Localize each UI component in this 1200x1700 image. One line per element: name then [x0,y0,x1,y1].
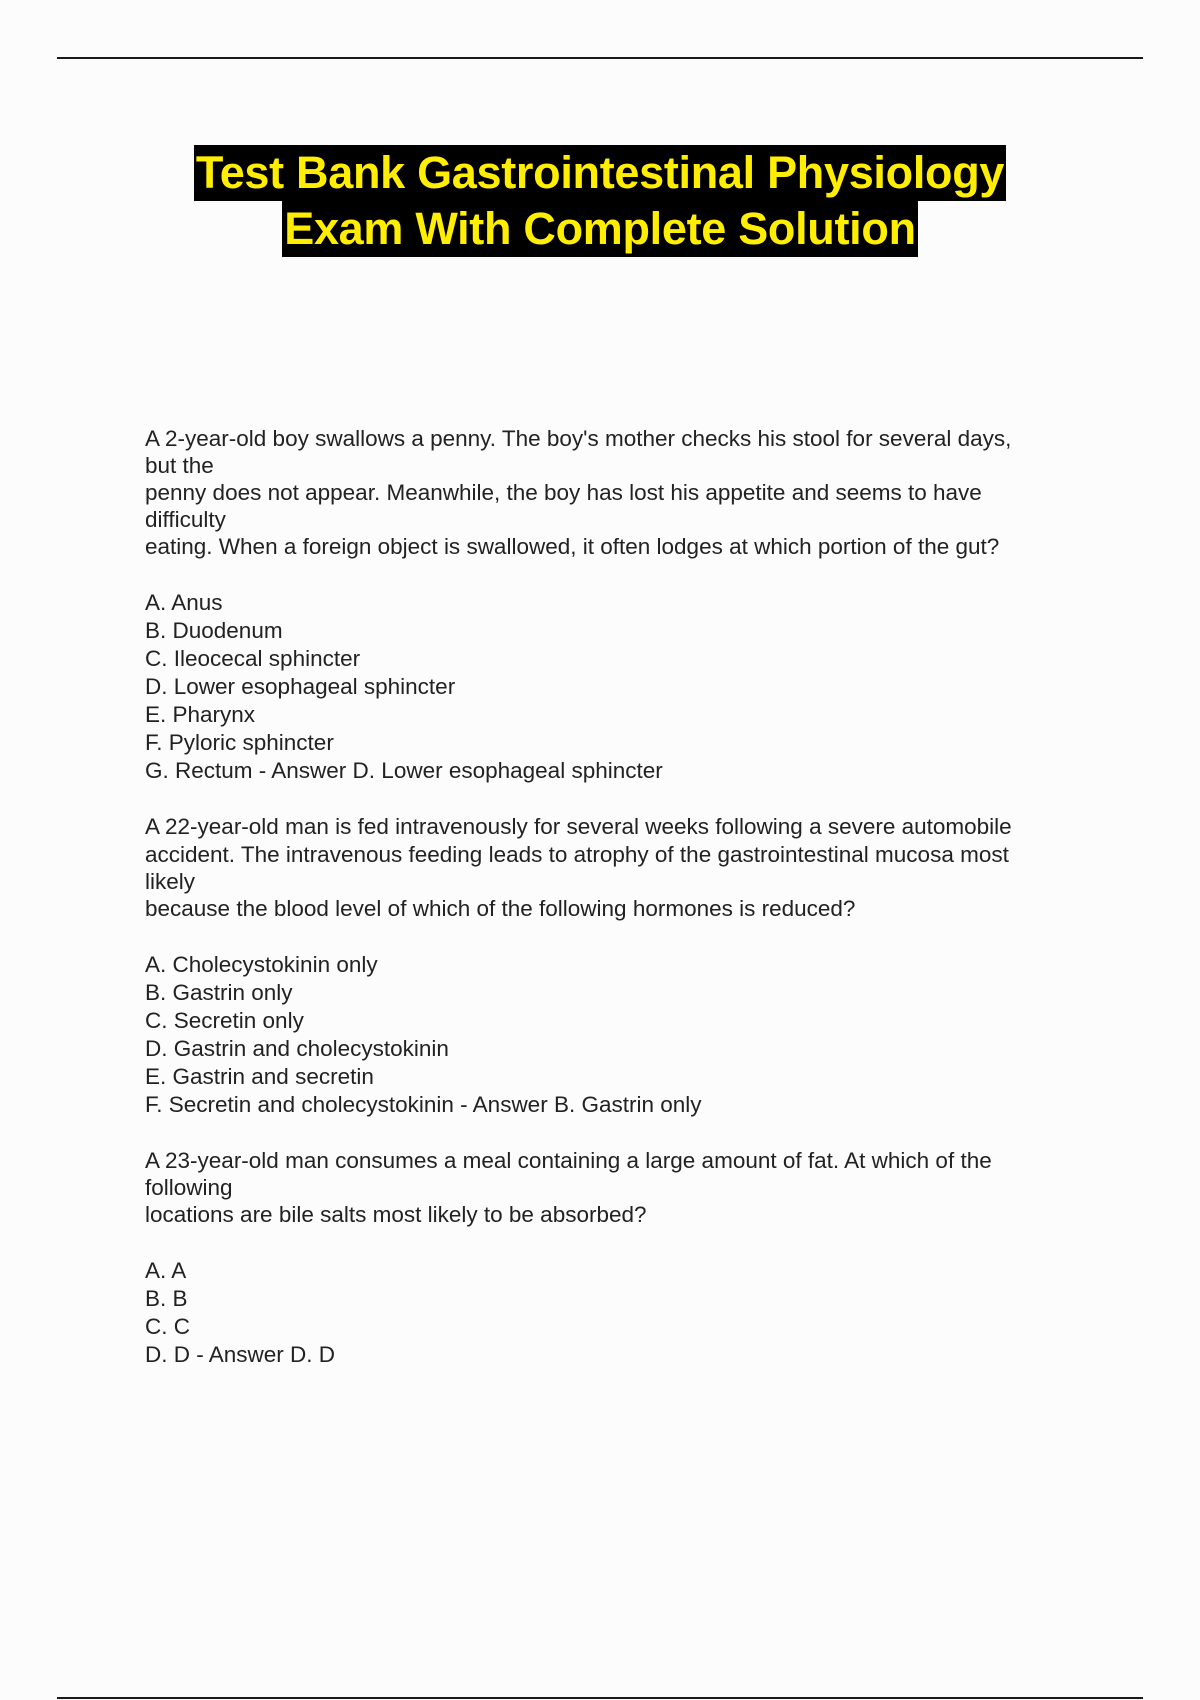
question-text-line: following [145,1175,233,1200]
answer-option: B. Gastrin only [145,980,293,1005]
question-3 [145,1147,1095,1369]
answer-option: C. C [145,1314,190,1339]
answer-option: D. Lower esophageal sphincter [145,674,456,699]
answer-option: B. B [145,1286,188,1311]
answer-option: E. Gastrin and secretin [145,1064,374,1089]
footer-rule [57,1697,1143,1699]
title-line-2: Exam With Complete Solution [282,201,918,257]
question-list [145,425,1095,1369]
header-rule [57,57,1143,59]
answer-option: D. Gastrin and cholecystokinin [145,1036,449,1061]
question-text-line: A 23-year-old man consumes a meal containing a large amount of fat. At which of the [145,1148,992,1173]
question-1 [145,425,1095,785]
document-title [0,145,1200,257]
answer-option-with-answer: F. Secretin and cholecystokinin - Answer B. Gastrin only [145,1092,702,1117]
answer-option: A. Cholecystokinin only [145,952,378,977]
question-text-line: difficulty [145,507,226,532]
question-text-line: locations are bile salts most likely to be absorbed? [145,1202,647,1227]
answer-option: B. Duodenum [145,618,283,643]
answer-option: A. Anus [145,590,223,615]
answer-option: C. Secretin only [145,1008,304,1033]
answer-option: A. A [145,1258,187,1283]
question-text-line: A 2-year-old boy swallows a penny. The boy's mother checks his stool for several days, [145,426,1012,451]
question-text-line: because the blood level of which of the following hormones is reduced? [145,896,856,921]
title-line-1: Test Bank Gastrointestinal Physiology [194,145,1006,201]
answer-option: E. Pharynx [145,702,256,727]
question-text-line: accident. The intravenous feeding leads to atrophy of the gastrointestinal mucosa most [145,842,1009,867]
answer-option: C. Ileocecal sphincter [145,646,361,671]
question-2 [145,813,1095,1119]
question-text-line: eating. When a foreign object is swallowed, it often lodges at which portion of the gut? [145,534,1000,559]
answer-option: F. Pyloric sphincter [145,730,334,755]
answer-option-with-answer: D. D - Answer D. D [145,1342,336,1367]
answer-option-with-answer: G. Rectum - Answer D. Lower esophageal sphincter [145,758,663,783]
question-text-line: but the [145,453,214,478]
question-text-line: A 22-year-old man is fed intravenously for several weeks following a severe automobile [145,814,1012,839]
question-text-line: penny does not appear. Meanwhile, the boy has lost his appetite and seems to have [145,480,982,505]
question-text-line: likely [145,869,196,894]
